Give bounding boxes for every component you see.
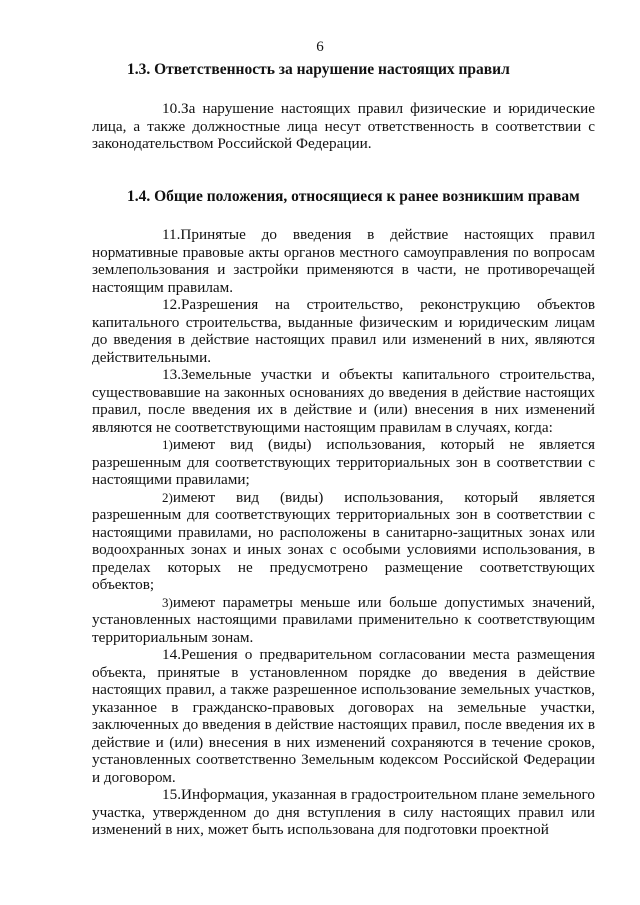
paragraph-text: Принятые до введения в действие настоящих правил нормативные правовые акты органов местного самоуправления по вопросам землепользования и застройки применяются в части, не противоречащей настоящим правилам. <box>92 226 595 296</box>
paragraph-14 <box>92 646 595 786</box>
paragraph-text: Разрешения на строительство, реконструкцию объектов капитального строительства, выданные физическим и юридическим лицам до введения в действие настоящих правил или изменений в них, являются действительными. <box>92 296 595 366</box>
list-item-text: имеют вид (виды) использования, который является разрешенным для соответствующих территориальных зон в соответствии с настоящими правилами, но расположены в санитарно-защитных зонах или водоохранных зонах и иных зонах с особыми условиями использования, в пределах которых не предусмотрено размещение соответствующих объектов; <box>92 488 595 593</box>
paragraph-text: За нарушение настоящих правил физические и юридические лица, а также должностные лица несут ответственность в соответствии с законодательством Российской Федерации. <box>92 100 595 152</box>
paragraph-number: 13. <box>162 366 181 383</box>
paragraph-number: 12. <box>162 296 181 313</box>
paragraph-number: 14. <box>162 646 181 663</box>
paragraph-number: 15. <box>162 786 181 803</box>
list-item-text: имеют параметры меньше или больше допустимых значений, установленных настоящими правилами применительно к соответствующим территориальным зонам. <box>92 593 595 646</box>
paragraph-13 <box>92 366 595 436</box>
paragraph-number: 10. <box>162 100 181 117</box>
section-heading-1-4: 1.4. Общие положения, относящиеся к ранее возникшим правам <box>127 188 580 205</box>
section-1-3-body <box>92 100 595 153</box>
paragraph-text: Решения о предварительном согласовании места размещения объекта, принятые в установленном порядке до введения в действие настоящих правил, а также разрешенное использование земельных участков, указанное в гражданско-правовых договорах на земельные участки, заключенных до введения в действие настоящих правил, после введения их в действие и (или) внесения в них изменений сохраняются в течение сроков, установленных соответственно Земельным кодексом Российской Федерации и договором. <box>92 646 595 786</box>
paragraph-11 <box>92 226 595 296</box>
paragraph-text: Информация, указанная в градостроительном плане земельного участка, утвержденном до дня вступления в силу настоящих правил или изменений в них, может быть использована для подготовки проектной <box>92 786 595 838</box>
paragraph-10 <box>92 100 595 153</box>
paragraph-text: Земельные участки и объекты капитального строительства, существовавшие на законных основаниях до введения в действие настоящих правил, после введения их в действие и (или) внесения в них изменений являются не соответствующими настоящим правилам в случаях, когда: <box>92 366 595 436</box>
list-marker: 1) <box>162 437 173 452</box>
paragraph-12 <box>92 296 595 366</box>
list-item-1 <box>92 436 595 489</box>
section-heading-1-3: 1.3. Ответственность за нарушение настоящих правил <box>127 61 510 78</box>
list-item-text: имеют вид (виды) использования, который не является разрешенным для соответствующих территориальных зон в соответствии с настоящими правилами; <box>92 436 595 488</box>
paragraph-15 <box>92 786 595 839</box>
list-item-2 <box>92 489 595 594</box>
page-number: 6 <box>316 39 324 55</box>
list-marker: 2) <box>162 489 173 505</box>
paragraph-number: 11. <box>162 226 181 243</box>
list-marker: 3) <box>162 594 173 610</box>
section-1-4-body <box>92 226 595 839</box>
list-item-3 <box>92 594 595 647</box>
